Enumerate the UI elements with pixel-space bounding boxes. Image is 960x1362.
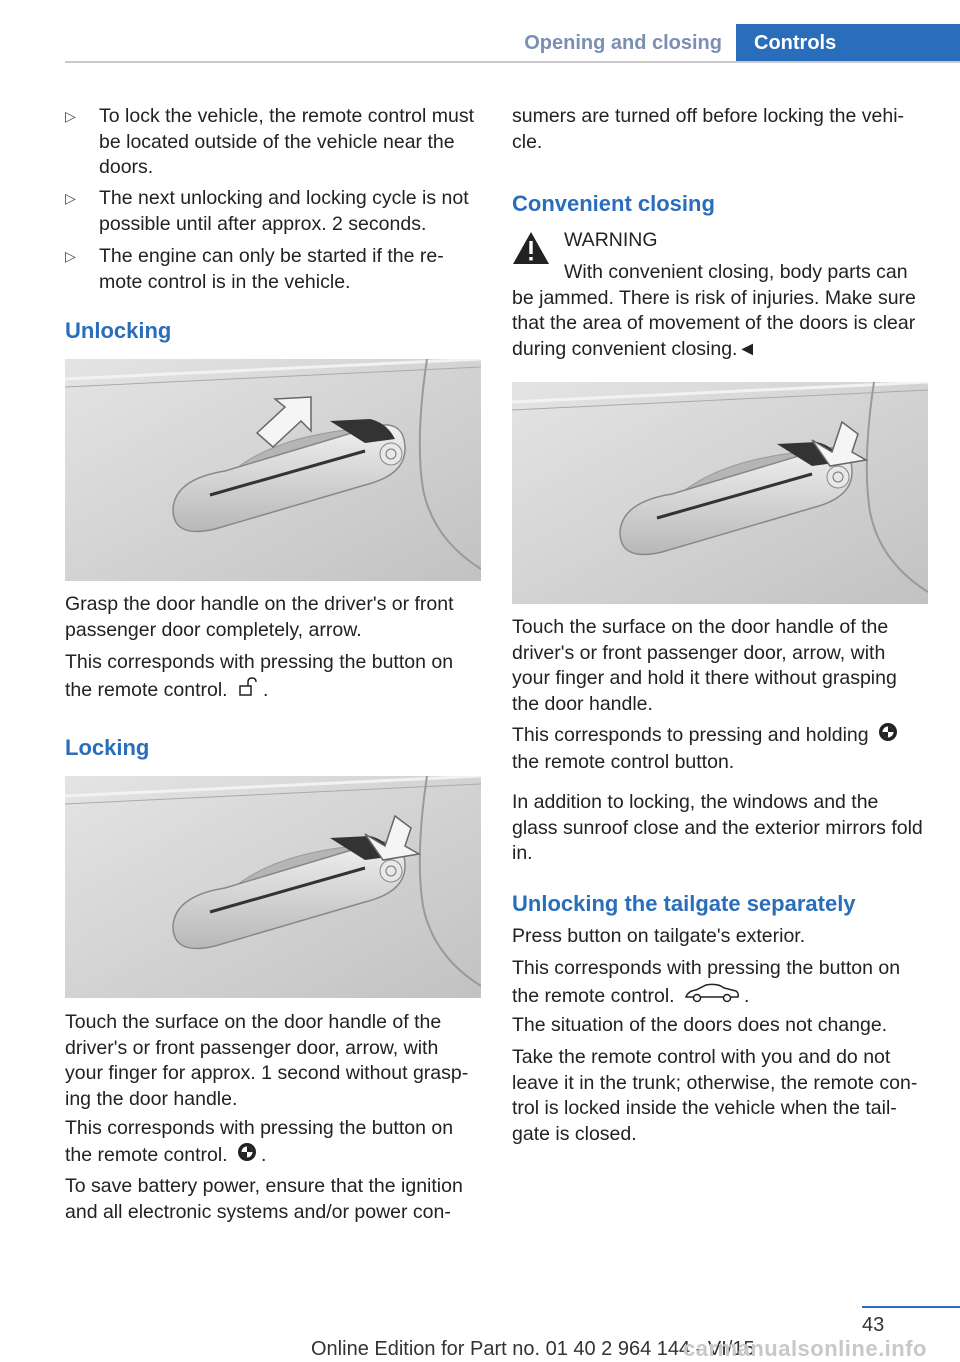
- door-handle-lock-figure: [65, 776, 481, 998]
- door-handle-convenient-closing-figure: [512, 382, 928, 604]
- locking-paragraph-1: Touch the surface on the door handle of the driver's or front passenger door, arrow, with your finger for approx. 1 second without grasp-ing the door handle.: [65, 1011, 469, 1110]
- watermark: carmanualsonline.info: [683, 1336, 927, 1361]
- header-tab-controls: Controls: [736, 24, 960, 62]
- unlocking-paragraph-2: This corresponds with pressing the button on the remote control. .: [65, 650, 481, 705]
- locking-paragraph-2: This corresponds with pressing the button on the remote control. .: [65, 1116, 481, 1169]
- continued-text: sumers are turned off before locking the vehi-cle.: [512, 105, 905, 153]
- header-section-title: Opening and closing: [524, 32, 722, 54]
- unlock-icon: [237, 676, 259, 706]
- heading-unlocking: Unlocking: [65, 318, 172, 343]
- unlocking-paragraph-1: Grasp the door handle on the driver's or front passenger door completely, arrow.: [65, 593, 454, 641]
- bullet-item: ▷ The engine can only be started if the re-mote control is in the vehicle.: [65, 245, 444, 293]
- tailgate-paragraph-3: The situation of the doors does not change.: [512, 1014, 888, 1036]
- triangle-right-icon: ▷: [65, 190, 76, 206]
- page-number: 43: [862, 1314, 885, 1336]
- tailgate-paragraph-1: Press button on tailgate's exterior.: [512, 925, 806, 947]
- tailgate-paragraph-4: Take the remote control with you and do not leave it in the trunk; otherwise, the remote con-trol is locked inside the vehicle when the tail-gate is closed.: [512, 1046, 918, 1145]
- convenient-closing-paragraph-3: In addition to locking, the windows and the glass sunroof close and the exterior mirrors fold in.: [512, 791, 923, 864]
- heading-locking: Locking: [65, 735, 150, 760]
- page-number-rule: [862, 1306, 960, 1308]
- heading-convenient-closing: Convenient closing: [512, 191, 715, 216]
- locking-paragraph-3: To save battery power, ensure that the ignition and all electronic systems and/or power con-: [65, 1175, 463, 1223]
- triangle-right-icon: ▷: [65, 248, 76, 264]
- warning-title: WARNING: [564, 229, 658, 251]
- bullet-item: ▷ The next unlocking and locking cycle is not possible until after approx. 2 seconds.: [65, 187, 469, 235]
- bmw-logo-icon: [878, 722, 898, 750]
- car-tailgate-icon: [684, 982, 740, 1012]
- bullet-item: ▷ To lock the vehicle, the remote control must be located outside of the vehicle near the doors.: [65, 105, 475, 178]
- convenient-closing-paragraph-1: Touch the surface on the door handle of the driver's or front passenger door, arrow, with your finger and hold it there without grasping the door handle.: [512, 616, 897, 715]
- heading-unlocking-tailgate: Unlocking the tailgate separately: [512, 891, 856, 916]
- convenient-closing-paragraph-2: This corresponds to pressing and holding the remote control button.: [512, 722, 928, 775]
- triangle-right-icon: ▷: [65, 108, 76, 124]
- header-rule: [65, 61, 960, 63]
- edition-footer: Online Edition for Part no. 01 40 2 964 144 - VI/15: [311, 1338, 755, 1360]
- tailgate-paragraph-2: This corresponds with pressing the button on the remote control. .: [512, 956, 928, 1011]
- bmw-logo-icon: [237, 1142, 257, 1170]
- door-handle-unlock-figure: [65, 359, 481, 581]
- warning-text: With convenient closing, body parts can be jammed. There is risk of injuries. Make sure that the area of movement of the doors is clear during convenient closing.◄: [512, 261, 916, 360]
